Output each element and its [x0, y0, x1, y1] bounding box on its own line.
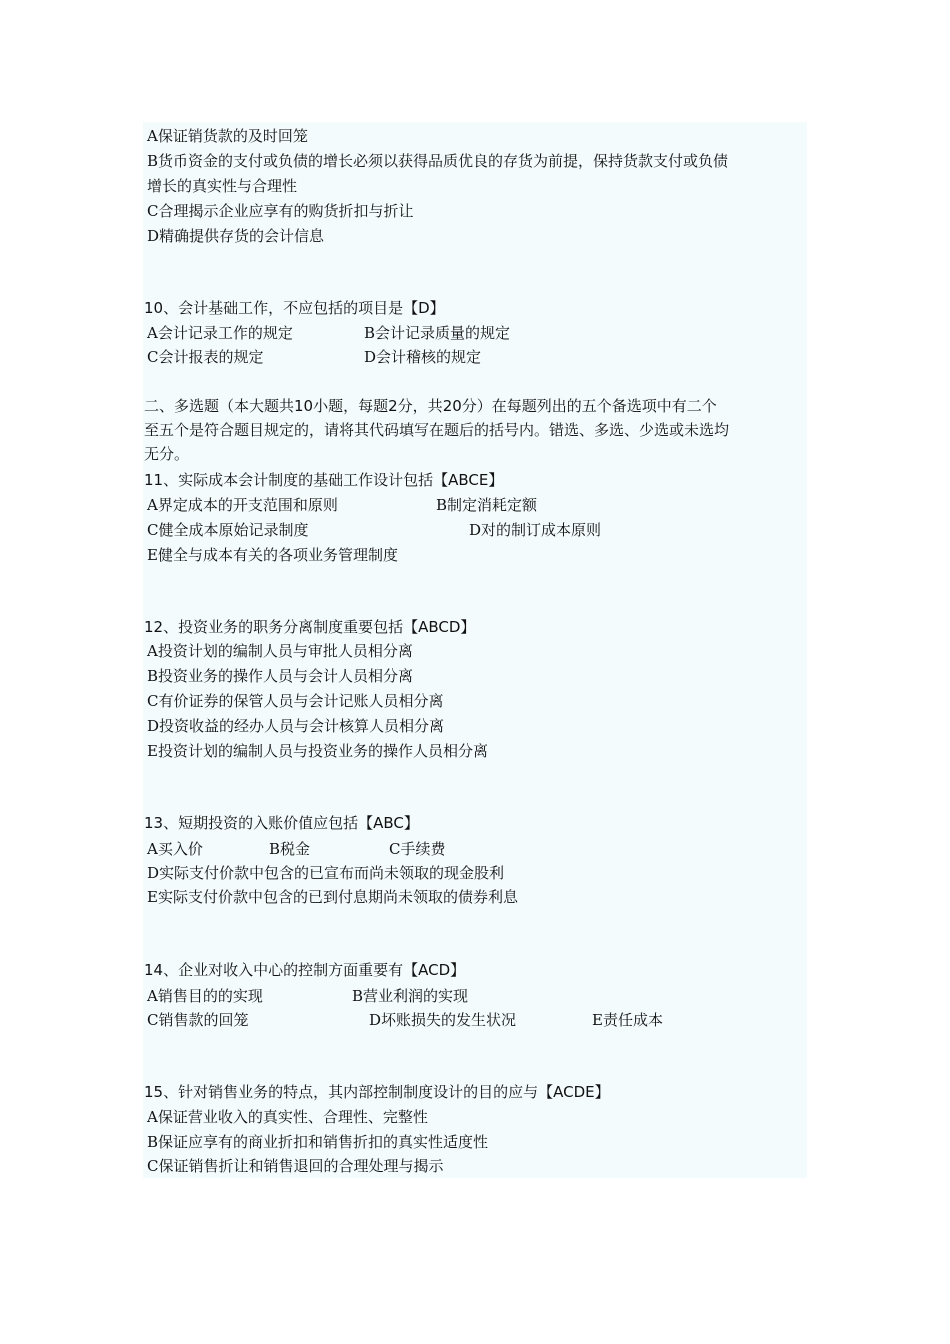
q12-option-a: A投资计划的编制人员与审批人员相分离 [147, 642, 413, 660]
q13-option-b: B税金 [269, 840, 311, 858]
q9-option-d: D精确提供存货的会计信息 [147, 227, 325, 245]
q10-option-d: D会计稽核的规定 [364, 348, 482, 366]
q13-option-a: A买入价 [147, 840, 203, 858]
q12-option-c: C有价证券的保管人员与会计记账人员相分离 [147, 692, 444, 710]
q15-text: 、针对销售业务的特点，其内部控制制度设计的目的应与 [163, 1083, 539, 1101]
q15-stem [144, 1081, 610, 1103]
q14-option-c: C销售款的回笼 [147, 1011, 249, 1029]
q12-stem [144, 616, 475, 638]
section2-instructions [144, 394, 808, 466]
q11-option-e: E健全与成本有关的各项业务管理制度 [147, 546, 398, 564]
q15-option-b: B保证应享有的商业折扣和销售折扣的真实性适度性 [147, 1133, 489, 1151]
q14-answer: 【ACD】 [403, 961, 466, 979]
q13-option-e: E实际支付价款中包含的已到付息期尚未领取的债券利息 [147, 888, 518, 906]
q12-text: 、投资业务的职务分离制度重要包括 [163, 618, 404, 636]
q14-number: 14 [144, 961, 164, 979]
section2-line3: 无分。 [144, 445, 190, 463]
section2-text-4: 分）在每题列出的五个备选项中有二个 [461, 397, 717, 415]
q9-option-b-line1: B货币资金的支付或负债的增长必须以获得品质优良的存货为前提，保持货款支付或负债 [147, 152, 729, 170]
q13-option-d: D实际支付价款中包含的已宣布而尚未领取的现金股利 [147, 864, 505, 882]
q10-option-c: C会计报表的规定 [147, 348, 264, 366]
q13-option-c: C手续费 [389, 840, 446, 858]
q11-option-b: B制定消耗定额 [436, 496, 538, 514]
q9-option-c: C合理揭示企业应享有的购货折扣与折让 [147, 202, 414, 220]
q14-option-b: B营业利润的实现 [352, 987, 469, 1005]
section2-text-2: 小题，每题 [313, 397, 389, 415]
q10-stem [144, 297, 445, 319]
q11-option-d: D对的制订成本原则 [469, 521, 602, 539]
section2-num-3: 20 [442, 397, 462, 415]
q10-option-a: A会计记录工作的规定 [147, 324, 293, 342]
q14-option-a: A销售目的的实现 [147, 987, 263, 1005]
section2-line2: 至五个是符合题目规定的，请将其代码填写在题后的括号内。错选、多选、少选或未选均 [144, 421, 730, 439]
q12-option-e: E投资计划的编制人员与投资业务的操作人员相分离 [147, 742, 488, 760]
q12-number: 12 [144, 618, 164, 636]
q11-number: 11 [144, 471, 164, 489]
q11-text: 、实际成本会计制度的基础工作设计包括 [163, 471, 434, 489]
q9-option-a: A保证销货款的及时回笼 [147, 127, 308, 145]
q13-text: 、短期投资的入账价值应包括 [163, 814, 359, 832]
q10-option-b: B会计记录质量的规定 [364, 324, 511, 342]
q13-stem [144, 812, 419, 834]
q12-option-b: B投资业务的操作人员与会计人员相分离 [147, 667, 414, 685]
q10-answer: 【D】 [403, 299, 445, 317]
q15-option-a: A保证营业收入的真实性、合理性、完整性 [147, 1108, 428, 1126]
q11-option-a: A界定成本的开支范围和原则 [147, 496, 338, 514]
section2-text-1: 二、多选题（本大题共 [144, 397, 295, 415]
section2-num-2: 2 [388, 397, 398, 415]
q9-option-b-line2: 增长的真实性与合理性 [147, 177, 298, 195]
q11-stem [144, 469, 503, 491]
q15-number: 15 [144, 1083, 164, 1101]
section2-num-1: 10 [294, 397, 314, 415]
q10-number: 10 [144, 299, 164, 317]
q10-text: 、会计基础工作，不应包括的项目是 [163, 299, 404, 317]
q14-text: 、企业对收入中心的控制方面重要有 [163, 961, 404, 979]
q13-number: 13 [144, 814, 164, 832]
q15-option-c: C保证销售折让和销售退回的合理处理与揭示 [147, 1157, 444, 1175]
q11-answer: 【ABCE】 [433, 471, 504, 489]
q14-option-d: D坏账损失的发生状况 [369, 1011, 517, 1029]
q14-stem [144, 959, 465, 981]
q12-answer: 【ABCD】 [403, 618, 476, 636]
q11-option-c: C健全成本原始记录制度 [147, 521, 309, 539]
q15-answer: 【ACDE】 [538, 1083, 610, 1101]
q14-option-e: E责任成本 [592, 1011, 663, 1029]
section2-line1 [144, 394, 808, 418]
q13-answer: 【ABC】 [358, 814, 419, 832]
section2-text-3: 分，共 [397, 397, 443, 415]
q12-option-d: D投资收益的经办人员与会计核算人员相分离 [147, 717, 445, 735]
